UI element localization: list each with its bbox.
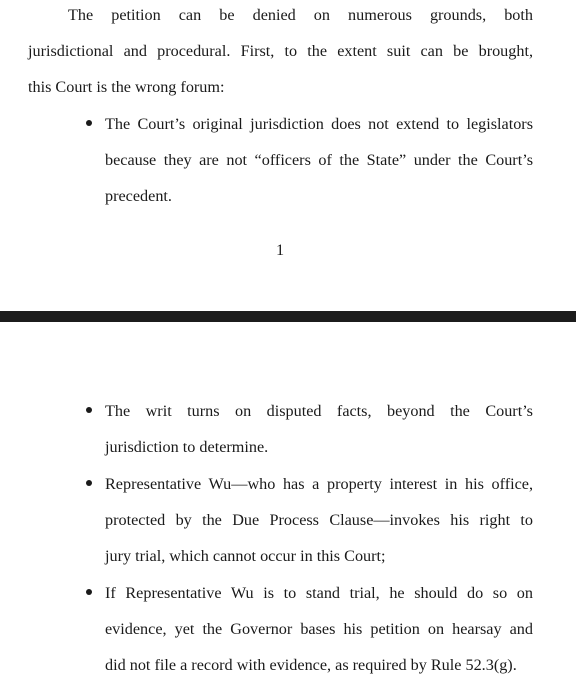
bullet-dot-icon [86, 480, 92, 486]
bullet-four-line-2: evidence, yet the Governor bases his petition on hearsay and [105, 620, 533, 638]
bullet-one-line-3: precedent. [105, 187, 172, 205]
bullet-item-due-process [105, 466, 533, 574]
page-divider [0, 311, 576, 322]
bullet-two-line-2: jurisdiction to determine. [105, 438, 269, 456]
page-number: 1 [275, 241, 285, 259]
bullet-dot-icon [86, 120, 92, 126]
document-page-1 [0, 0, 576, 311]
bullet-dot-icon [86, 407, 92, 413]
bullet-one-line-2: because they are not “officers of the State” under the Court’s [105, 151, 533, 169]
intro-line-2: jurisdictional and procedural. First, to the extent suit can be brought, [28, 42, 533, 60]
bullet-item-disputed-facts [105, 393, 533, 465]
bullet-three-line-2: protected by the Due Process Clause—invokes his right to [105, 511, 533, 529]
bullet-dot-icon [86, 589, 92, 595]
bullet-four-line-3: did not file a record with evidence, as required by Rule 52.3(g). [105, 656, 517, 674]
bullet-item-evidence [105, 575, 533, 683]
intro-line-3: this Court is the wrong forum: [28, 78, 225, 96]
bullet-one-line-1: The Court’s original jurisdiction does not extend to legislators [105, 115, 533, 133]
bullet-three-line-3: jury trial, which cannot occur in this Court; [105, 547, 386, 565]
document-page-2 [0, 322, 576, 680]
bullet-three-line-1: Representative Wu—who has a property interest in his office, [105, 475, 533, 493]
bullet-item-original-jurisdiction [105, 106, 533, 214]
bullet-two-line-1: The writ turns on disputed facts, beyond the Court’s [105, 402, 533, 420]
intro-line-1: The petition can be denied on numerous grounds, both [68, 6, 533, 24]
intro-paragraph [28, 0, 533, 105]
bullet-four-line-1: If Representative Wu is to stand trial, he should do so on [105, 584, 533, 602]
